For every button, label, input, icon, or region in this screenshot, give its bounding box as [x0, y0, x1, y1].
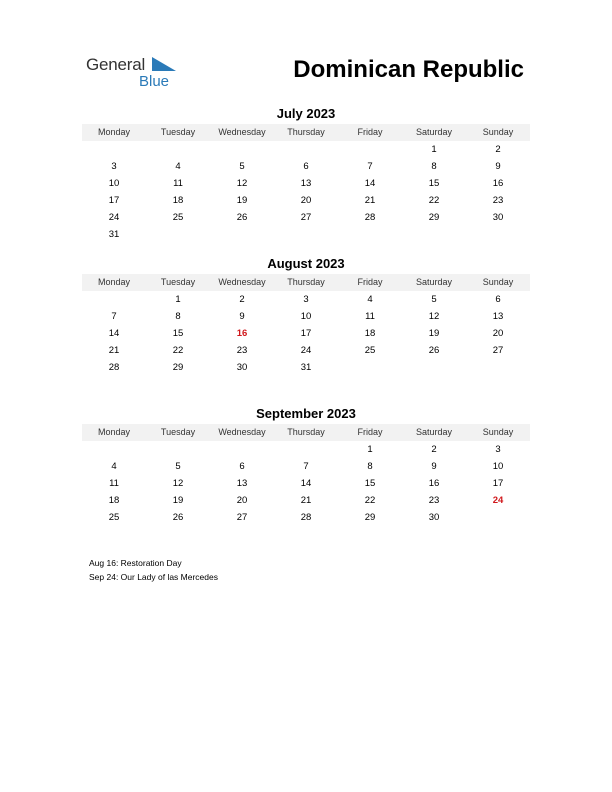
day-cell: 30 [492, 212, 504, 223]
weekday-label: Tuesday [160, 427, 196, 437]
day-cell: 11 [365, 311, 375, 322]
weekday-label: Friday [357, 427, 383, 437]
day-cell: 17 [300, 328, 312, 339]
holiday-note: Aug 16: Restoration Day [89, 558, 182, 568]
day-cell: 10 [492, 461, 504, 472]
day-cell: 24 [108, 212, 120, 223]
week-row [82, 209, 530, 226]
week-row [82, 226, 530, 243]
day-cell: 26 [172, 512, 184, 523]
day-cell [338, 226, 402, 243]
day-cell: 4 [175, 161, 181, 172]
week-row [82, 141, 530, 158]
day-cell [210, 441, 274, 458]
day-cell: 23 [492, 195, 504, 206]
day-cell: 11 [109, 478, 119, 489]
day-cell: 16 [428, 478, 440, 489]
day-cell: 3 [495, 444, 501, 455]
day-cell: 25 [364, 345, 376, 356]
day-cell [82, 441, 146, 458]
weekday-header [82, 274, 530, 291]
day-cell: 28 [300, 512, 312, 523]
day-cell: 31 [108, 229, 120, 240]
day-cell: 22 [428, 195, 440, 206]
logo [86, 55, 186, 95]
week-row [82, 441, 530, 458]
day-cell [146, 141, 210, 158]
day-cell [466, 226, 530, 243]
weekday-label: Tuesday [160, 127, 196, 137]
week-row [82, 308, 530, 325]
day-cell: 5 [431, 294, 437, 305]
week-row [82, 325, 530, 342]
weekday-label: Thursday [287, 127, 325, 137]
weekday-label: Sunday [482, 127, 514, 137]
weekday-label: Monday [97, 277, 131, 287]
month-calendar [82, 105, 530, 243]
week-row [82, 492, 530, 509]
month-title: August 2023 [267, 256, 345, 271]
day-cell: 3 [111, 161, 117, 172]
day-cell: 27 [300, 212, 312, 223]
day-cell: 1 [431, 144, 437, 155]
weekday-header [82, 424, 530, 441]
week-row [82, 342, 530, 359]
day-cell: 14 [108, 328, 120, 339]
weekday-label: Thursday [287, 277, 325, 287]
day-cell: 9 [431, 461, 437, 472]
weekday-label: Monday [97, 427, 131, 437]
day-cell: 1 [367, 444, 373, 455]
day-cell: 4 [111, 461, 117, 472]
logo-general-text: General [86, 55, 146, 74]
month-title: September 2023 [256, 406, 356, 421]
month-title: July 2023 [276, 106, 336, 121]
week-row [82, 175, 530, 192]
day-cell [466, 359, 530, 376]
day-cell: 18 [172, 195, 184, 206]
day-cell: 29 [364, 512, 376, 523]
day-cell: 26 [428, 345, 440, 356]
day-cell: 8 [431, 161, 437, 172]
day-cell: 23 [428, 495, 440, 506]
day-cell: 25 [172, 212, 184, 223]
day-cell: 27 [492, 345, 504, 356]
day-cell: 2 [431, 444, 437, 455]
day-cell: 17 [492, 478, 504, 489]
day-cell: 24 [492, 495, 504, 506]
day-cell: 5 [239, 161, 245, 172]
day-cell [274, 441, 338, 458]
day-cell: 13 [236, 478, 248, 489]
day-cell: 13 [492, 311, 504, 322]
day-cell: 21 [300, 495, 312, 506]
day-cell: 20 [492, 328, 504, 339]
day-cell: 7 [303, 461, 309, 472]
day-cell: 31 [300, 362, 312, 373]
day-cell: 4 [367, 294, 373, 305]
day-cell: 10 [108, 178, 120, 189]
day-cell [466, 509, 530, 526]
day-cell: 16 [492, 178, 504, 189]
day-cell: 7 [367, 161, 373, 172]
day-cell: 15 [172, 328, 184, 339]
weekday-label: Saturday [415, 427, 453, 437]
day-cell: 14 [300, 478, 312, 489]
day-cell: 14 [364, 178, 376, 189]
day-cell: 12 [428, 311, 440, 322]
weekday-label: Saturday [415, 277, 453, 287]
day-cell: 18 [108, 495, 120, 506]
day-cell: 20 [236, 495, 248, 506]
day-cell [338, 141, 402, 158]
weekday-label: Wednesday [218, 127, 266, 137]
day-cell: 21 [364, 195, 376, 206]
day-cell: 12 [236, 178, 248, 189]
week-row [82, 291, 530, 308]
day-cell: 26 [236, 212, 248, 223]
day-cell: 12 [172, 478, 184, 489]
day-cell [210, 141, 274, 158]
day-cell: 22 [172, 345, 184, 356]
weekday-header [82, 124, 530, 141]
day-cell [402, 359, 466, 376]
day-cell: 19 [172, 495, 184, 506]
day-cell [210, 226, 274, 243]
logo-triangle-icon [152, 57, 176, 71]
day-cell: 8 [367, 461, 373, 472]
day-cell: 19 [428, 328, 440, 339]
day-cell: 29 [428, 212, 440, 223]
day-cell: 22 [364, 495, 376, 506]
holiday-notes [89, 556, 218, 584]
day-cell [338, 359, 402, 376]
day-cell: 30 [428, 512, 440, 523]
day-cell: 8 [175, 311, 181, 322]
day-cell: 15 [428, 178, 440, 189]
weekday-label: Tuesday [160, 277, 196, 287]
weekday-label: Wednesday [218, 277, 266, 287]
country-title: Dominican Republic [293, 56, 524, 83]
week-row [82, 475, 530, 492]
day-cell [274, 226, 338, 243]
month-calendar [82, 405, 530, 526]
day-cell: 9 [239, 311, 245, 322]
day-cell: 9 [495, 161, 501, 172]
weekday-label: Friday [357, 127, 383, 137]
week-row [82, 192, 530, 209]
day-cell: 23 [236, 345, 248, 356]
day-cell: 28 [364, 212, 376, 223]
day-cell: 24 [300, 345, 312, 356]
day-cell: 6 [239, 461, 245, 472]
weekday-label: Saturday [415, 127, 453, 137]
day-cell: 5 [175, 461, 181, 472]
day-cell: 3 [303, 294, 309, 305]
day-cell: 2 [239, 294, 245, 305]
day-cell: 27 [236, 512, 248, 523]
day-cell: 6 [495, 294, 501, 305]
day-cell: 1 [175, 294, 181, 305]
day-cell [146, 441, 210, 458]
day-cell: 11 [173, 178, 183, 189]
day-cell: 7 [111, 311, 117, 322]
day-cell: 10 [300, 311, 312, 322]
week-row [82, 158, 530, 175]
day-cell: 28 [108, 362, 120, 373]
weekday-label: Sunday [482, 427, 514, 437]
day-cell [82, 291, 146, 308]
day-cell: 15 [364, 478, 376, 489]
week-row [82, 359, 530, 376]
holiday-note: Sep 24: Our Lady of las Mercedes [89, 572, 218, 582]
weekday-label: Friday [357, 277, 383, 287]
day-cell: 21 [108, 345, 120, 356]
day-cell [82, 141, 146, 158]
day-cell [146, 226, 210, 243]
day-cell: 16 [236, 328, 248, 339]
day-cell: 18 [364, 328, 376, 339]
weekday-label: Sunday [482, 277, 514, 287]
day-cell: 17 [108, 195, 120, 206]
week-row [82, 509, 530, 526]
weekday-label: Wednesday [218, 427, 266, 437]
day-cell: 25 [108, 512, 120, 523]
day-cell [402, 226, 466, 243]
day-cell [274, 141, 338, 158]
weekday-label: Monday [97, 127, 131, 137]
weekday-label: Thursday [287, 427, 325, 437]
day-cell: 6 [303, 161, 309, 172]
day-cell: 2 [495, 144, 501, 155]
day-cell: 19 [236, 195, 248, 206]
day-cell: 20 [300, 195, 312, 206]
day-cell: 30 [236, 362, 248, 373]
logo-blue-text: Blue [139, 73, 170, 90]
day-cell: 13 [300, 178, 312, 189]
day-cell: 29 [172, 362, 184, 373]
month-calendar [82, 255, 530, 376]
week-row [82, 458, 530, 475]
